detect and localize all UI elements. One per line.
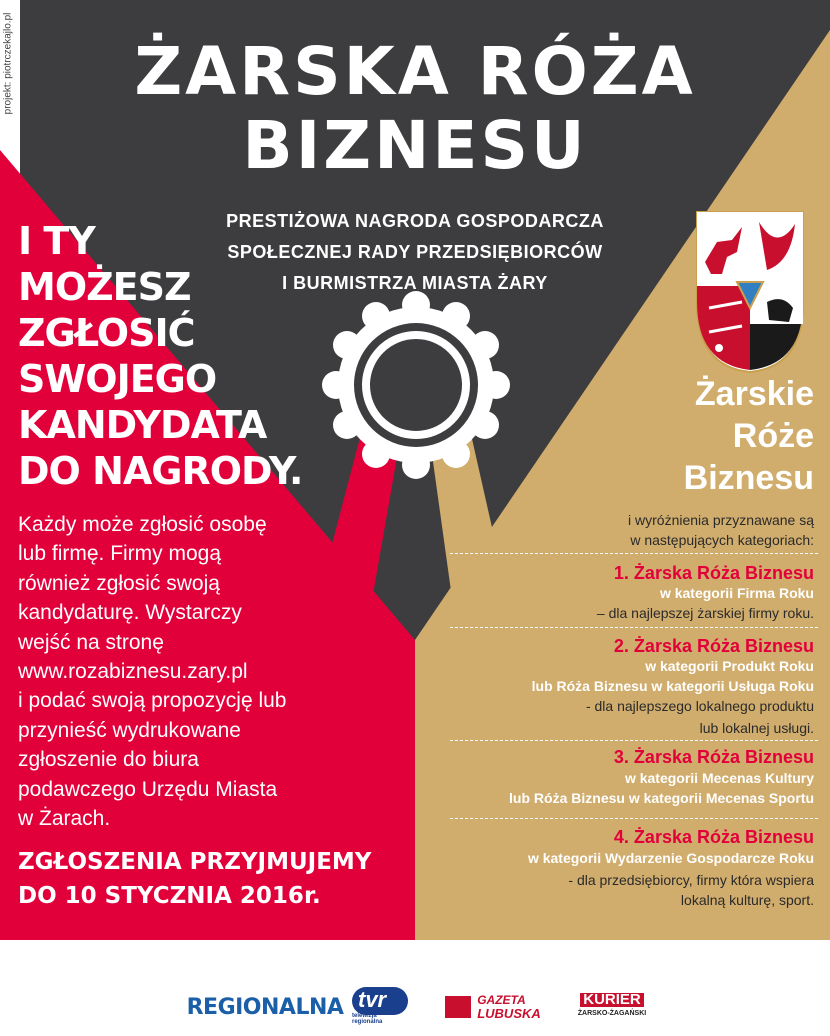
left-headline-line: ZGŁOSIĆ — [18, 311, 195, 355]
subtitle-line: SPOŁECZNEJ RADY PRZEDSIĘBIORCÓW — [227, 242, 603, 262]
category-title: 4. Żarska Róża Biznesu — [613, 827, 814, 847]
kurier-logo — [570, 990, 654, 1024]
paragraph-line: podawczego Urzędu Miasta — [18, 777, 278, 801]
category-title: 1. Żarska Róża Biznesu — [613, 563, 814, 583]
tvr-logo-sub: regionalna — [352, 1019, 383, 1025]
category-title: 3. Żarska Róża Biznesu — [613, 747, 814, 767]
tvr-logo-sub: telewizja — [352, 1013, 377, 1019]
category-desc: lub lokalnej usługi. — [699, 720, 814, 736]
category-sub: w kategorii Mecenas Kultury — [624, 770, 814, 786]
left-headline-line: DO NAGRODY. — [18, 449, 303, 493]
paragraph-line: przynieść wydrukowane — [18, 718, 241, 742]
category-sub: lub Róża Biznesu w kategorii Usługa Roku — [531, 678, 814, 694]
paragraph-line: Każdy może zgłosić osobę — [18, 513, 267, 536]
tvr-logo-text: tvr — [358, 987, 387, 1012]
subtitle-line: PRESTIŻOWA NAGRODA GOSPODARCZA — [226, 211, 604, 231]
left-headline-line: MOŻESZ — [18, 265, 191, 309]
category-desc: lokalną kulturę, sport. — [680, 892, 814, 908]
right-heading-line: Róże — [732, 417, 814, 455]
media-patronage-label: Patronat medialny — [300, 942, 491, 967]
paragraph-line: w Żarach. — [18, 807, 111, 831]
subtitle-line: I BURMISTRZA MIASTA ŻARY — [282, 273, 548, 293]
left-headline-line: SWOJEGO — [18, 357, 217, 401]
left-paragraph — [18, 510, 378, 833]
website-link[interactable]: www.rozabiznesu.zary.pl — [18, 660, 248, 684]
gazeta-logo-square — [445, 996, 471, 1018]
separator — [450, 818, 818, 819]
left-headline-line: KANDYDATA — [18, 403, 267, 447]
category-sub: w kategorii Wydarzenie Gospodarcze Roku — [527, 850, 814, 866]
kurier-logo-sub: ŻARSKO-ŻAGAŃSKI — [577, 1010, 647, 1017]
separator — [450, 553, 818, 554]
paragraph-line: i podać swoją propozycję lub — [18, 689, 287, 713]
title-line-1: ŻARSKA RÓŻA — [134, 33, 696, 110]
right-heading-line: Biznesu — [683, 459, 814, 497]
separator — [450, 627, 818, 628]
category-title: 2. Żarska Róża Biznesu — [613, 636, 814, 656]
kurier-logo-text: KURIER — [580, 993, 644, 1007]
paragraph-line: również zgłosić swoją — [18, 571, 220, 595]
paragraph-line: lub firmę. Firmy mogą — [18, 542, 222, 566]
category-sub: lub Róża Biznesu w kategorii Mecenas Sportu — [509, 790, 814, 806]
separator — [450, 740, 818, 741]
category-sub: w kategorii Produkt Roku — [645, 658, 814, 674]
category-desc: - dla przedsiębiorcy, firmy która wspiera — [568, 872, 814, 888]
paragraph-line: kandydaturę. Wystarczy — [18, 601, 242, 625]
regionalna-logo: REGIONALNA — [192, 990, 338, 1024]
category-desc: - dla najlepszego lokalnego produktu — [585, 698, 814, 714]
category-sub: w kategorii Firma Roku — [659, 585, 814, 601]
gazeta-lubuska-logo — [428, 990, 558, 1024]
right-heading-line: Żarskie — [694, 375, 814, 413]
tvr-logo — [350, 987, 412, 1025]
paragraph-line: zgłoszenie do biura — [18, 748, 199, 772]
intro-line: w następujących kategoriach: — [630, 532, 814, 548]
gazeta-logo-text: LUBUSKA — [477, 1006, 541, 1021]
title-line-2: BIZNESU — [242, 107, 588, 184]
deadline-line: DO 10 STYCZNIA 2016r. — [18, 883, 321, 909]
category-desc: – dla najlepszej żarskiej firmy roku. — [596, 605, 814, 621]
deadline-line: ZGŁOSZENIA PRZYJMUJEMY — [18, 849, 372, 875]
paragraph-line: wejść na stronę — [18, 630, 164, 654]
left-headline-line: I TY — [18, 219, 95, 263]
gazeta-logo-text: GAZETA — [477, 993, 526, 1007]
intro-line: i wyróżnienia przyznawane są — [628, 512, 814, 528]
designer-credit: projekt: piotrczekajlo.pl — [2, 12, 14, 115]
coat-of-arms — [697, 212, 803, 372]
